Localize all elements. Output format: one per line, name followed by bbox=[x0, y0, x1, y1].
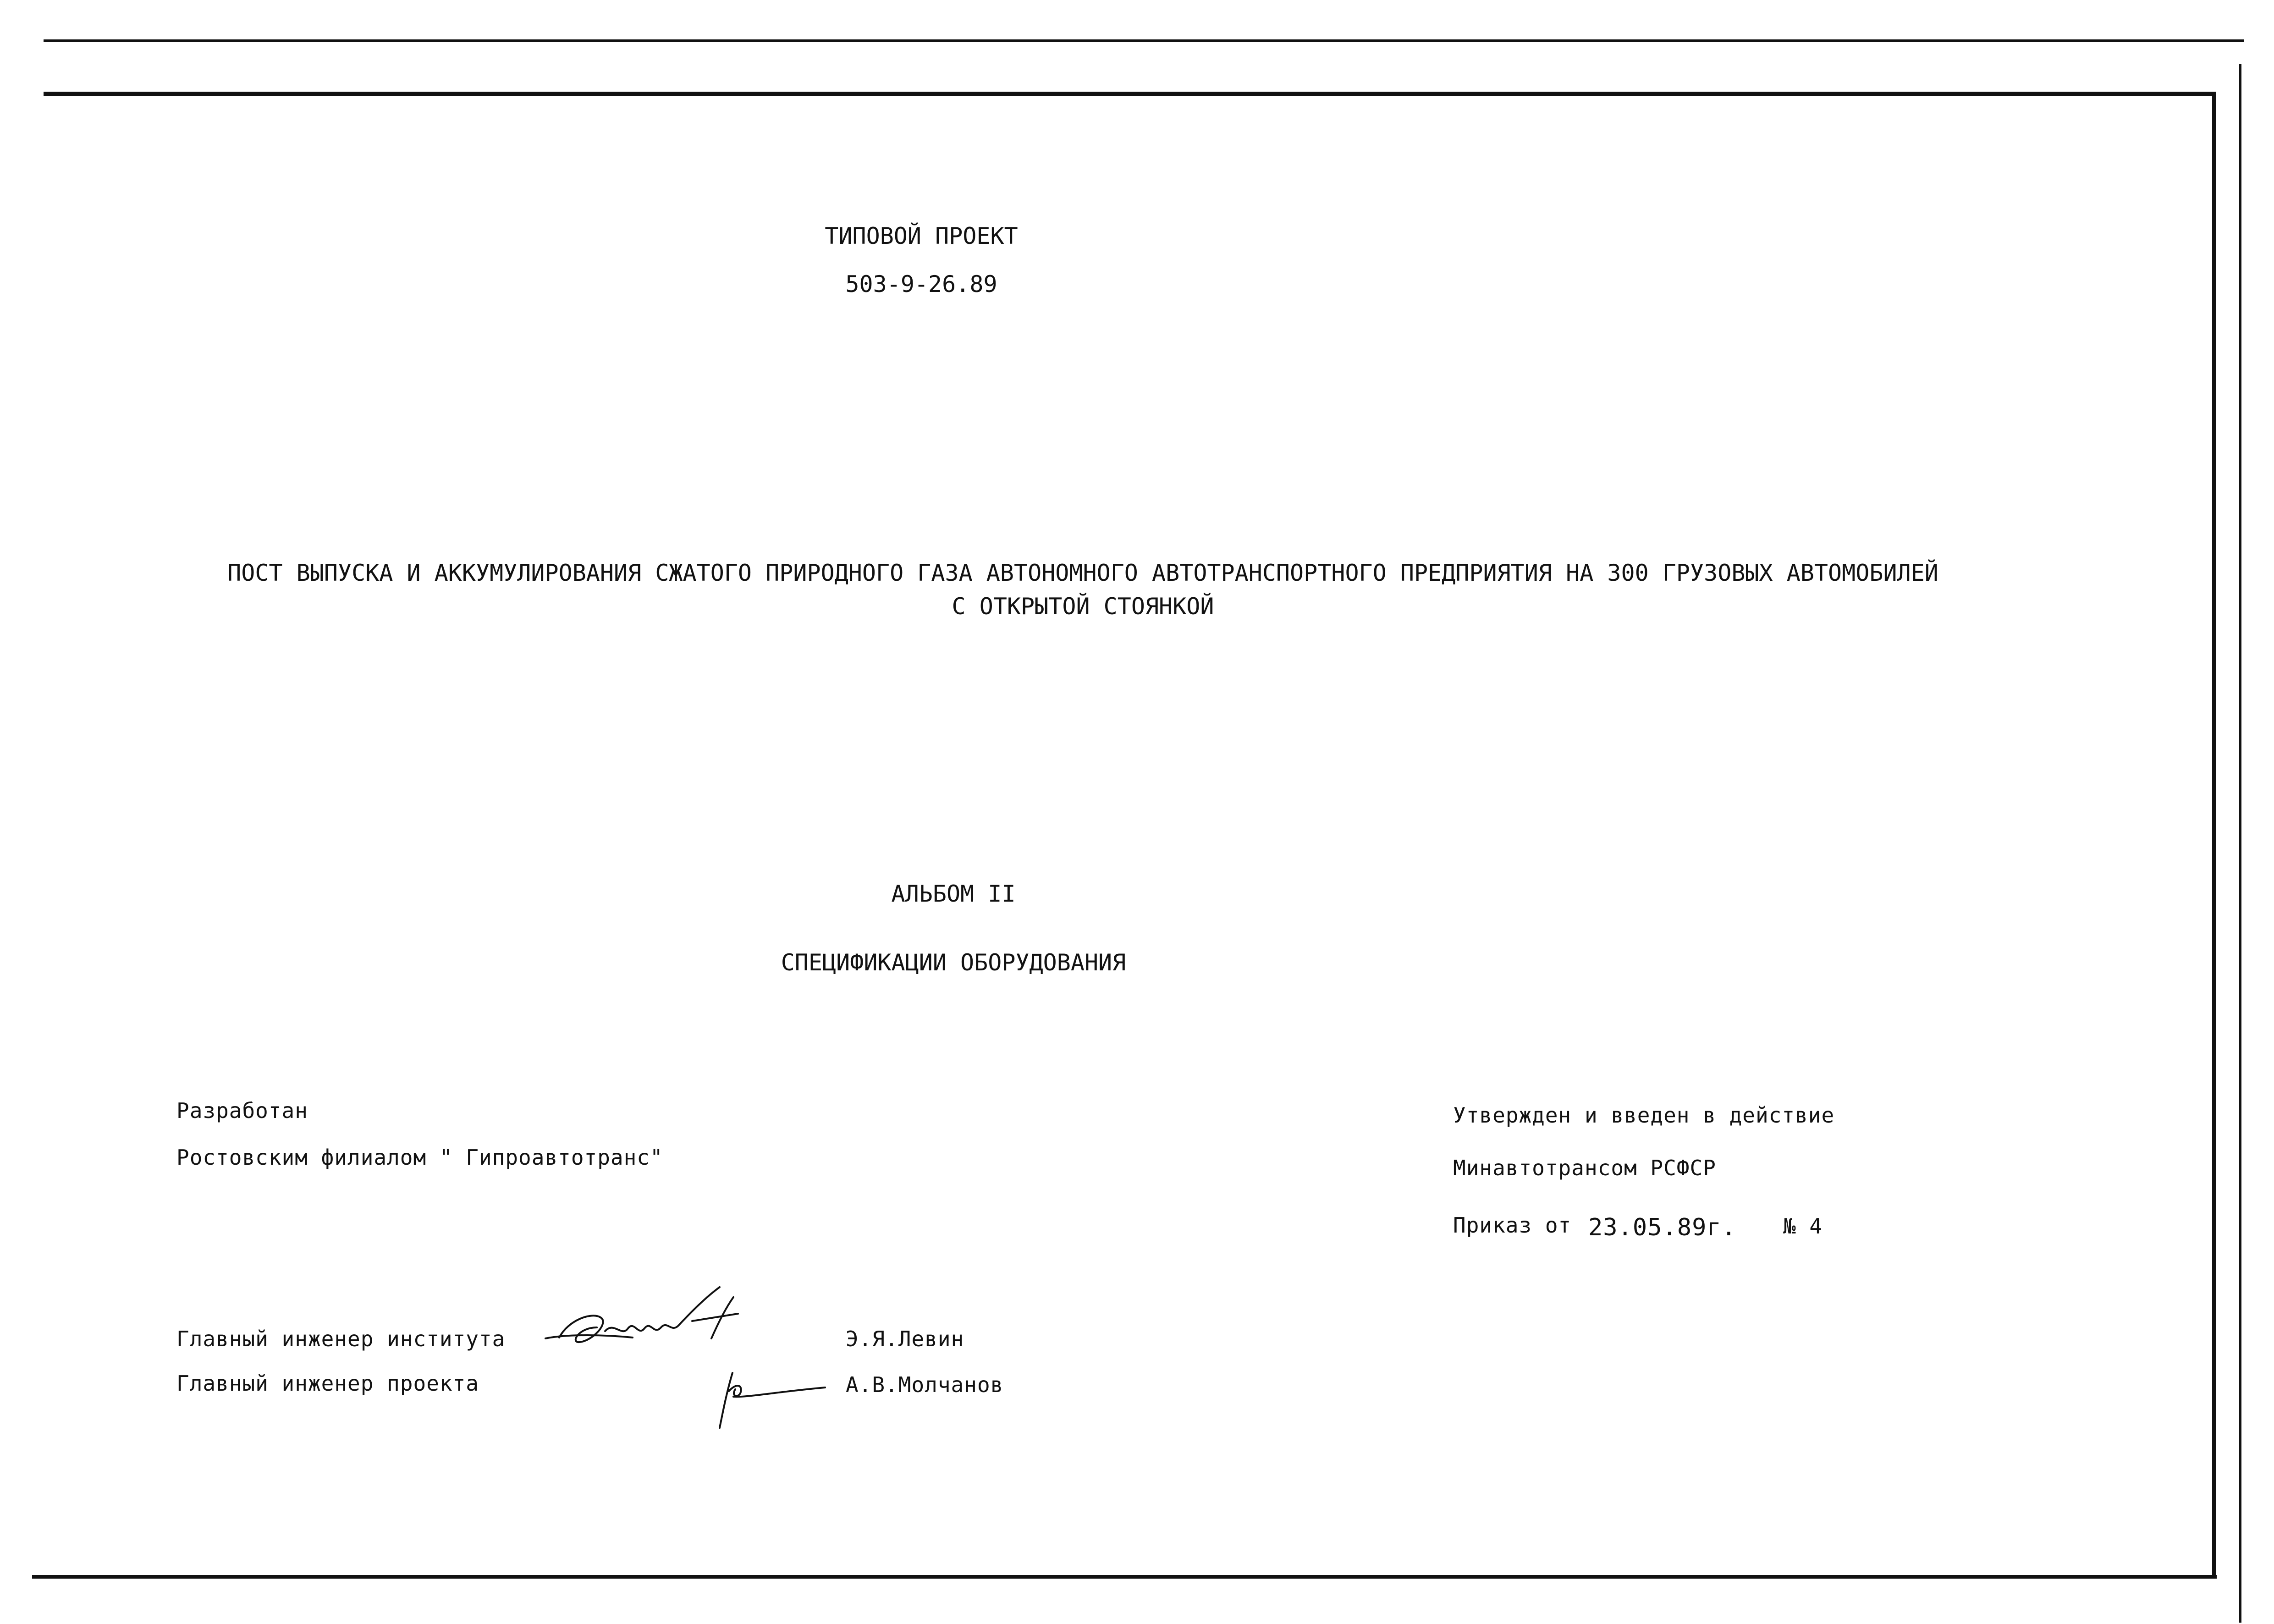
album-label: АЛЬБОМ II bbox=[891, 881, 1016, 907]
signature-institute-engineer bbox=[541, 1283, 756, 1361]
signatory-name-project: А.В.Молчанов bbox=[846, 1372, 1004, 1397]
signatory-role-institute: Главный инженер института bbox=[176, 1327, 506, 1351]
order-number: № 4 bbox=[1783, 1214, 1823, 1239]
signatory-role-project: Главный инженер проекта bbox=[176, 1371, 479, 1396]
order-date: 23.05.89г. bbox=[1588, 1214, 1737, 1241]
right-inner-rule bbox=[2212, 92, 2216, 1577]
bottom-rule bbox=[32, 1575, 2217, 1579]
album-subtitle: СПЕЦИФИКАЦИИ ОБОРУДОВАНИЯ bbox=[781, 949, 1126, 976]
approved-line-1: Утвержден и введен в действие bbox=[1453, 1103, 1835, 1128]
developed-by-organization: Ростовским филиалом " Гипроавтотранс" bbox=[176, 1145, 663, 1170]
document-title-line-2: С ОТКРЫТОЙ СТОЯНКОЙ bbox=[952, 593, 1214, 620]
right-outer-rule bbox=[2239, 64, 2241, 1623]
project-type-label: ТИПОВОЙ ПРОЕКТ bbox=[825, 223, 1018, 249]
signatory-name-institute: Э.Я.Левин bbox=[846, 1327, 964, 1351]
document-title-line-1: ПОСТ ВЫПУСКА И АККУМУЛИРОВАНИЯ СЖАТОГО ПРИРОДНОГО ГАЗА АВТОНОМНОГО АВТОТРАНСПОРТНОГО ПРЕДПРИЯТИЯ НА 300 ГРУЗОВЫХ АВТОМОБИЛЕЙ bbox=[227, 560, 1938, 586]
top-outer-rule bbox=[44, 39, 2244, 42]
developed-label: Разработан bbox=[176, 1098, 308, 1123]
signature-project-engineer bbox=[710, 1364, 830, 1432]
top-inner-rule bbox=[44, 92, 2216, 96]
order-label: Приказ от bbox=[1453, 1213, 1572, 1238]
approved-line-2: Минавтотрансом РСФСР bbox=[1453, 1156, 1716, 1180]
project-number: 503-9-26.89 bbox=[845, 271, 997, 297]
